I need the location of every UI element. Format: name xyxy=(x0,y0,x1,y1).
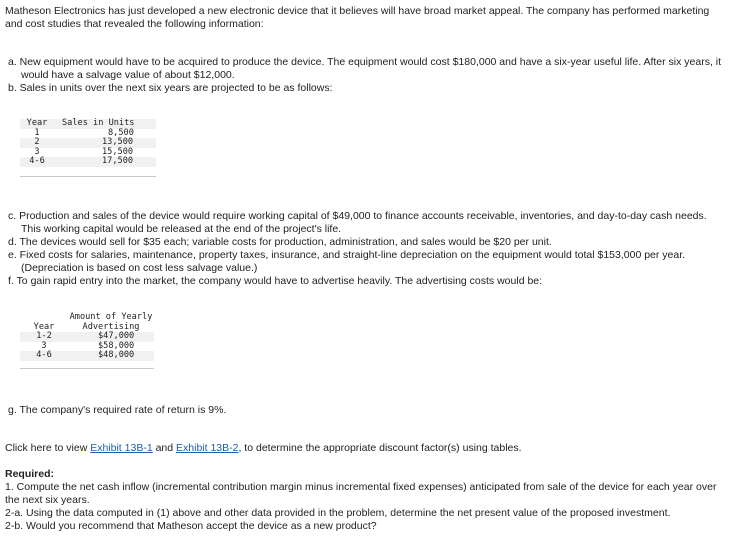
item-e: e. Fixed costs for salaries, maintenance, property taxes, insurance, and straight-line depreciation on the equipment would total $153,000 per year. (Depreciation is based on cost less salvage value.) xyxy=(8,249,686,274)
item-d: d. The devices would sell for $35 each; variable costs for production, administration, and sales would be $20 per unit. xyxy=(8,236,552,248)
item-b: b. Sales in units over the next six years are projected to be as follows: xyxy=(8,82,333,94)
sales-year: 2 xyxy=(34,137,40,148)
table-row xyxy=(20,157,156,167)
ad-header-amount-2: Advertising xyxy=(82,321,140,332)
table-row xyxy=(20,351,154,361)
ad-year: 1-2 xyxy=(36,331,52,342)
exhibit-middle: and xyxy=(152,442,177,454)
exhibit-prefix: Click here to view xyxy=(5,442,91,454)
item-a: a. New equipment would have to be acquired to produce the device. The equipment would cost $180,000 and have a six-year useful life. After six years, it would have a salvage value of about $12,000. xyxy=(8,56,722,81)
ad-header-amount-1: Amount of Yearly xyxy=(69,312,153,322)
exhibit-line xyxy=(5,442,727,455)
table-divider xyxy=(20,368,154,369)
sales-year: 4-6 xyxy=(29,156,45,167)
items-cf xyxy=(8,210,723,288)
sales-units: 17,500 xyxy=(102,156,134,167)
ad-header-year: Year xyxy=(33,321,55,332)
item-c: c. Production and sales of the device would require working capital of $49,000 to finance accounts receivable, inventories, and day-to-day cash needs. This working capital would be released at the end of the project's life. xyxy=(8,210,707,235)
sales-table xyxy=(20,119,156,167)
required-2a: 2-a. Using the data computed in (1) above and other data provided in the problem, determine the net present value of the proposed investment. xyxy=(5,507,671,519)
required-heading: Required: xyxy=(5,468,55,480)
advertising-table xyxy=(20,313,154,361)
item-g: g. The company's required rate of return is 9%. xyxy=(8,404,227,416)
exhibit-suffix: , to determine the appropriate discount factor(s) using tables. xyxy=(238,442,522,454)
sales-units: 15,500 xyxy=(102,146,134,157)
required-1: 1. Compute the net cash inflow (incremental contribution margin minus incremental fixed expenses) anticipated from sale of the device for each year over the next six years. xyxy=(5,481,717,506)
ad-year: 3 xyxy=(41,340,47,351)
ad-year: 4-6 xyxy=(36,350,52,361)
sales-header-year: Year xyxy=(26,118,48,128)
sales-year: 3 xyxy=(34,146,40,157)
ad-amount: $47,000 xyxy=(98,331,135,342)
sales-units: 8,500 xyxy=(108,127,134,138)
table-row xyxy=(20,138,156,148)
problem-intro: Matheson Electronics has just developed a new electronic device that it believes will have broad market appeal. The company has performed marketing and cost studies that revealed the following information: xyxy=(5,5,710,30)
exhibit-13b-1-link[interactable]: Exhibit 13B-1 xyxy=(90,442,153,454)
ad-amount: $58,000 xyxy=(98,340,135,351)
required-2b: 2-b. Would you recommend that Matheson accept the device as a new product? xyxy=(5,520,377,532)
exhibit-13b-2-link[interactable]: Exhibit 13B-2 xyxy=(176,442,239,454)
sales-units: 13,500 xyxy=(102,137,134,148)
table-divider xyxy=(20,176,156,177)
item-f: f. To gain rapid entry into the market, the company would have to advertise heavily. The advertising costs would be: xyxy=(8,275,543,287)
table-row xyxy=(20,129,156,139)
ad-amount: $48,000 xyxy=(98,350,135,361)
items-ab xyxy=(8,56,723,95)
sales-year: 1 xyxy=(34,127,40,138)
required-section xyxy=(5,468,727,533)
sales-header-units: Sales in Units xyxy=(62,118,135,128)
